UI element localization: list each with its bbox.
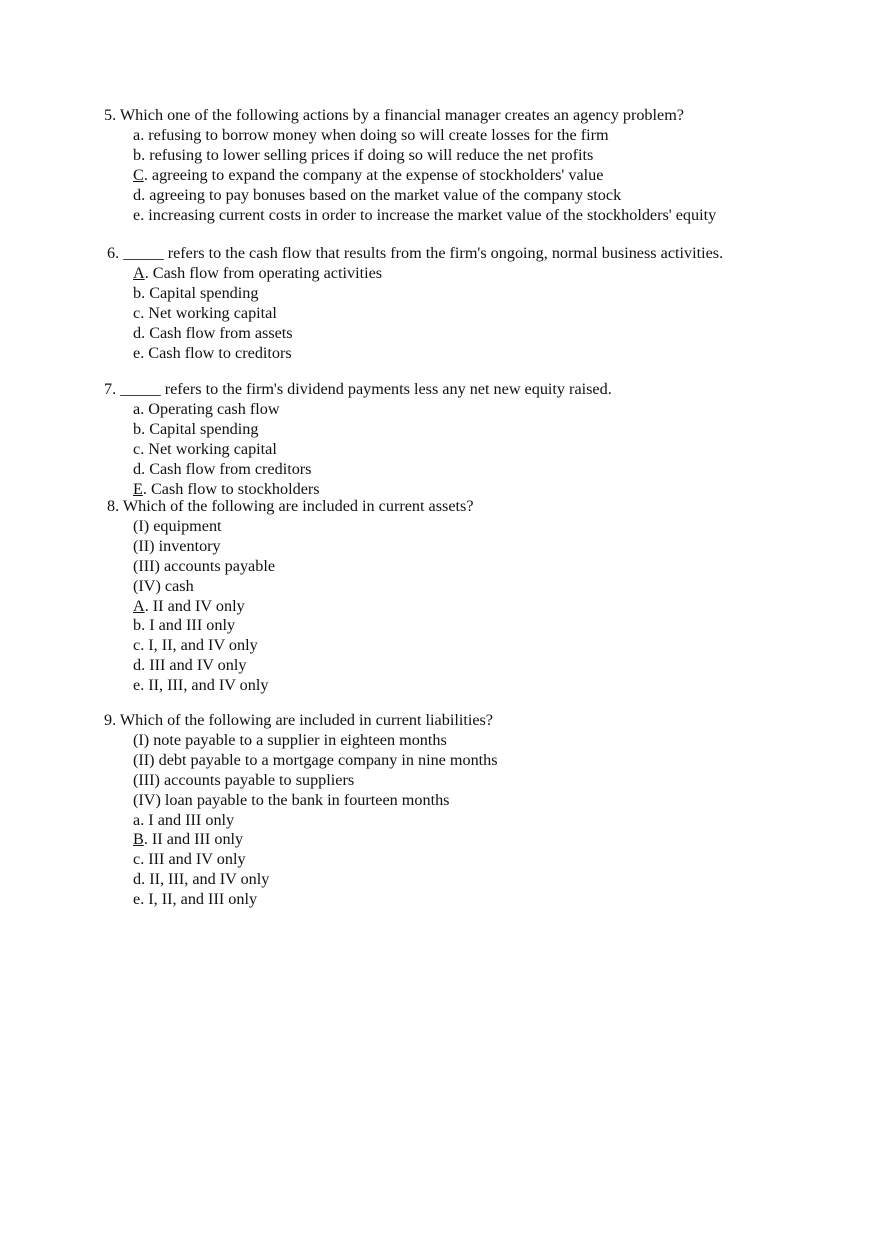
question-9 — [104, 711, 498, 910]
option-marker: e — [133, 676, 141, 695]
option-marker: d — [133, 185, 142, 204]
answer-options — [107, 264, 723, 364]
option-marker: d — [133, 870, 142, 889]
option-text: . II, III, and IV only — [140, 676, 269, 695]
option-text: . agreeing to expand the company at the expense of stockholders' value — [143, 165, 604, 184]
answer-option-a — [133, 811, 498, 831]
option-marker-underlined: B — [133, 830, 144, 849]
answer-options — [104, 731, 498, 910]
option-marker: c — [133, 439, 141, 458]
option-text: . refusing to borrow money when doing so will create losses for the firm — [140, 125, 609, 144]
option-text: . II and IV only — [144, 596, 245, 615]
option-marker: e — [133, 890, 141, 909]
option-text: . agreeing to pay bonuses based on the market value of the company stock — [141, 185, 622, 204]
answer-option-d — [133, 460, 612, 480]
option-marker: c — [133, 636, 141, 655]
option-marker: c — [133, 303, 141, 322]
option-marker-underlined: E — [133, 479, 143, 498]
question-stem: 6. _____ refers to the cash flow that results from the firm's ongoing, normal business activities. — [107, 244, 724, 262]
answer-options — [104, 400, 612, 500]
question-6 — [107, 244, 723, 363]
option-marker: e — [133, 343, 141, 362]
option-text: . I and III only — [140, 810, 235, 829]
question-stem: 7. _____ refers to the firm's dividend payments less any net new equity raised. — [104, 380, 612, 398]
answer-option-c — [133, 636, 474, 656]
option-marker: c — [133, 850, 141, 869]
option-text: . Cash flow to stockholders — [142, 479, 320, 498]
premise-item: (III) accounts payable — [133, 556, 276, 575]
option-marker: d — [133, 459, 142, 478]
answer-option-b-correct — [133, 830, 498, 850]
option-marker: e — [133, 205, 141, 224]
option-text: . refusing to lower selling prices if doing so will reduce the net profits — [141, 145, 594, 164]
option-text: . II and III only — [143, 830, 244, 849]
option-text: . Cash flow from operating activities — [144, 263, 383, 282]
option-marker: a — [133, 810, 141, 829]
option-text: . Cash flow from assets — [141, 323, 293, 342]
answer-option-d — [133, 186, 716, 206]
answer-option-e — [133, 676, 474, 696]
question-stem: 8. Which of the following are included in current assets? — [107, 497, 474, 515]
premise-item: (II) debt payable to a mortgage company in nine months — [133, 750, 498, 769]
answer-option-d — [133, 324, 723, 344]
option-marker: d — [133, 323, 142, 342]
question-stem: 5. Which one of the following actions by a financial manager creates an agency problem? — [104, 106, 684, 124]
option-text: . I, II, and III only — [140, 890, 258, 909]
option-marker: d — [133, 656, 142, 675]
option-text: . II, III, and IV only — [141, 870, 270, 889]
premise-item: (IV) cash — [133, 576, 194, 595]
option-text: . Operating cash flow — [140, 399, 280, 418]
option-text: . Cash flow from creditors — [141, 459, 312, 478]
answer-options — [107, 517, 474, 696]
premise-item: (IV) loan payable to the bank in fourteen months — [133, 790, 450, 809]
option-text: . I, II, and IV only — [140, 636, 258, 655]
option-marker: a — [133, 399, 141, 418]
question-7 — [104, 380, 612, 499]
answer-option-a — [133, 400, 612, 420]
premise-item: (II) inventory — [133, 536, 221, 555]
option-marker-underlined: A — [133, 596, 145, 615]
option-text: . III and IV only — [141, 656, 247, 675]
answer-option-b — [133, 420, 612, 440]
answer-option-b — [133, 146, 716, 166]
answer-option-d — [133, 870, 498, 890]
premise-item: (I) note payable to a supplier in eighteen months — [133, 730, 447, 749]
answer-option-a — [133, 126, 716, 146]
option-marker: a — [133, 125, 141, 144]
option-text: . Capital spending — [141, 419, 259, 438]
answer-option-a-correct — [133, 264, 723, 284]
answer-option-b — [133, 284, 723, 304]
question-5 — [104, 106, 716, 225]
answer-option-e — [133, 890, 498, 910]
answer-option-c — [133, 304, 723, 324]
question-8 — [107, 497, 474, 696]
option-text: . Capital spending — [141, 283, 259, 302]
option-text: . Cash flow to creditors — [140, 343, 292, 362]
answer-option-d — [133, 656, 474, 676]
option-marker: b — [133, 419, 142, 438]
answer-option-e — [133, 206, 716, 226]
option-text: . Net working capital — [140, 439, 277, 458]
premise-item: (I) equipment — [133, 516, 222, 535]
option-marker: b — [133, 145, 142, 164]
option-text: . III and IV only — [140, 850, 246, 869]
option-text: . increasing current costs in order to increase the market value of the stockholders' equity — [140, 205, 717, 224]
option-text: . I and III only — [141, 616, 236, 635]
answer-options — [104, 126, 716, 226]
option-text: . Net working capital — [140, 303, 277, 322]
option-marker: b — [133, 283, 142, 302]
question-stem: 9. Which of the following are included in current liabilities? — [104, 711, 493, 729]
answer-option-c — [133, 440, 612, 460]
answer-option-b — [133, 616, 474, 636]
answer-option-c-correct — [133, 166, 716, 186]
answer-option-c — [133, 850, 498, 870]
option-marker-underlined: A — [133, 263, 145, 282]
option-marker-underlined: C — [133, 165, 144, 184]
premise-item: (III) accounts payable to suppliers — [133, 770, 355, 789]
option-marker: b — [133, 616, 142, 635]
answer-option-a-correct — [133, 597, 474, 617]
answer-option-e — [133, 344, 723, 364]
